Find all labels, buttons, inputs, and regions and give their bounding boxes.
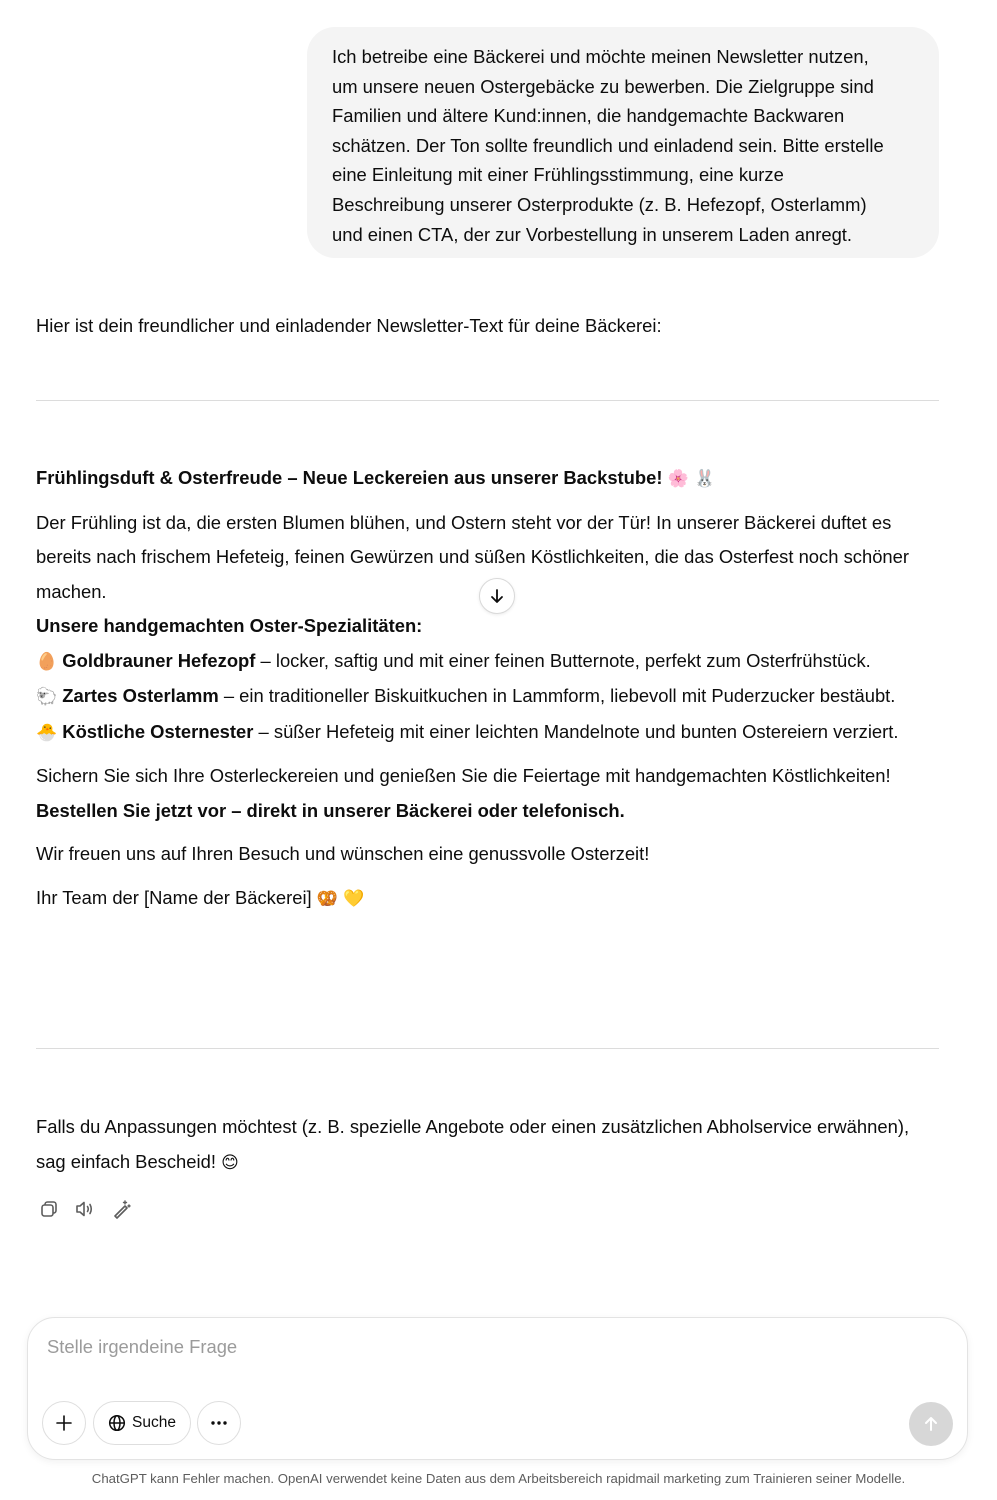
lamb-emoji-icon: 🐑	[36, 687, 58, 707]
specialty-description: – süßer Hefeteig mit einer leichten Mandelnote und bunten Ostereiern verziert.	[253, 720, 899, 742]
user-message-bubble	[307, 27, 939, 258]
newsletter-paragraph: Der Frühling ist da, die ersten Blumen blühen, und Ostern steht vor der Tür! In unserer Bäckerei duftet es bereits nach frischem Hefeteig, feinen Gewürzen und süßen Köstlichkeiten, die das Osterfest noch schöner machen.	[36, 511, 909, 602]
signature	[36, 881, 941, 917]
cta-block	[36, 759, 941, 828]
more-tools-button[interactable]	[197, 1401, 241, 1445]
specialties-heading	[36, 609, 941, 644]
specialty-name: Zartes Osterlamm	[62, 685, 219, 706]
specialties-heading-text: Unsere handgemachten Oster-Spezialitäten:	[36, 615, 423, 636]
message-actions	[38, 1198, 132, 1220]
arrow-down-icon	[488, 587, 506, 605]
scroll-down-button[interactable]	[479, 578, 515, 614]
attach-button[interactable]	[42, 1401, 86, 1445]
magic-pen-icon[interactable]	[110, 1198, 132, 1220]
user-message-line: um unsere neuen Ostergebäcke zu bewerben. Die Zielgruppe sind	[332, 75, 874, 97]
globe-icon	[108, 1414, 126, 1432]
prompt-input[interactable]	[47, 1336, 907, 1358]
signature-text: Ihr Team der [Name der Bäckerei]	[36, 886, 312, 908]
user-message-line: und einen CTA, der zur Vorbestellung in unserem Laden anregt.	[332, 223, 853, 245]
newsletter-headline	[36, 461, 941, 497]
send-button[interactable]	[909, 1402, 953, 1446]
flower-bunny-emoji-icon: 🌸 🐰	[667, 469, 716, 489]
plus-icon	[55, 1414, 73, 1432]
farewell-text: Wir freuen uns auf Ihren Besuch und wünschen eine genussvolle Osterzeit!	[36, 843, 650, 864]
ellipsis-icon	[210, 1420, 228, 1426]
pretzel-heart-emoji-icon: 🥨 💛	[316, 888, 365, 909]
user-message-line: eine Einleitung mit einer Frühlingsstimmung, eine kurze	[332, 164, 784, 186]
copy-icon[interactable]	[38, 1198, 60, 1220]
headline-text: Frühlingsduft & Osterfreude – Neue Leckereien aus unserer Backstube!	[36, 467, 663, 488]
specialty-name: Köstliche Osternester	[62, 720, 254, 742]
specialty-description: – ein traditioneller Biskuitkuchen in Lammform, liebevoll mit Puderzucker bestäubt.	[218, 685, 896, 706]
smile-emoji-icon: 😊	[221, 1152, 239, 1173]
user-message-line: Ich betreibe eine Bäckerei und möchte meinen Newsletter nutzen,	[332, 46, 869, 67]
composer	[27, 1317, 968, 1460]
chick-emoji-icon: 🐣	[36, 722, 58, 743]
search-button[interactable]	[93, 1401, 191, 1445]
divider	[36, 400, 939, 401]
specialty-item	[36, 644, 941, 680]
specialty-item	[36, 679, 941, 715]
footer-disclaimer: ChatGPT kann Fehler machen. OpenAI verwendet keine Daten aus dem Arbeitsbereich rapidmail marketing zum Trainieren seiner Modelle.	[91, 1471, 906, 1486]
user-message-line: Beschreibung unserer Osterprodukte (z. B. Hefezopf, Osterlamm)	[332, 193, 867, 215]
arrow-up-icon	[922, 1415, 940, 1433]
closing-text: Falls du Anpassungen möchtest (z. B. spezielle Angebote oder einen zusätzlichen Abholservice erwähnen), sag einfach Bescheid!	[36, 1116, 910, 1172]
specialty-name: Goldbrauner Hefezopf	[62, 649, 256, 671]
newsletter-content	[36, 461, 941, 925]
cta-line: Sichern Sie sich Ihre Osterleckereien und genießen Sie die Feiertage mit handgemachten Köstlichkeiten!	[36, 765, 891, 786]
user-message-line: Familien und ältere Kund:innen, die handgemachte Backwaren	[332, 105, 845, 127]
specialty-description: – locker, saftig und mit einer feinen Butternote, perfekt zum Osterfrühstück.	[255, 649, 871, 671]
assistant-closing	[36, 1110, 941, 1180]
search-label: Suche	[132, 1414, 176, 1431]
cta-bold-line: Bestellen Sie jetzt vor – direkt in unserer Bäckerei oder telefonisch.	[36, 799, 625, 821]
assistant-intro: Hier ist dein freundlicher und einladender Newsletter-Text für deine Bäckerei:	[36, 315, 662, 336]
egg-emoji-icon: 🥚	[36, 651, 58, 672]
user-message-line: schätzen. Der Ton sollte freundlich und einladend sein. Bitte erstelle	[332, 134, 884, 156]
specialty-item	[36, 715, 941, 751]
speaker-icon[interactable]	[74, 1198, 96, 1220]
divider	[36, 1048, 939, 1049]
